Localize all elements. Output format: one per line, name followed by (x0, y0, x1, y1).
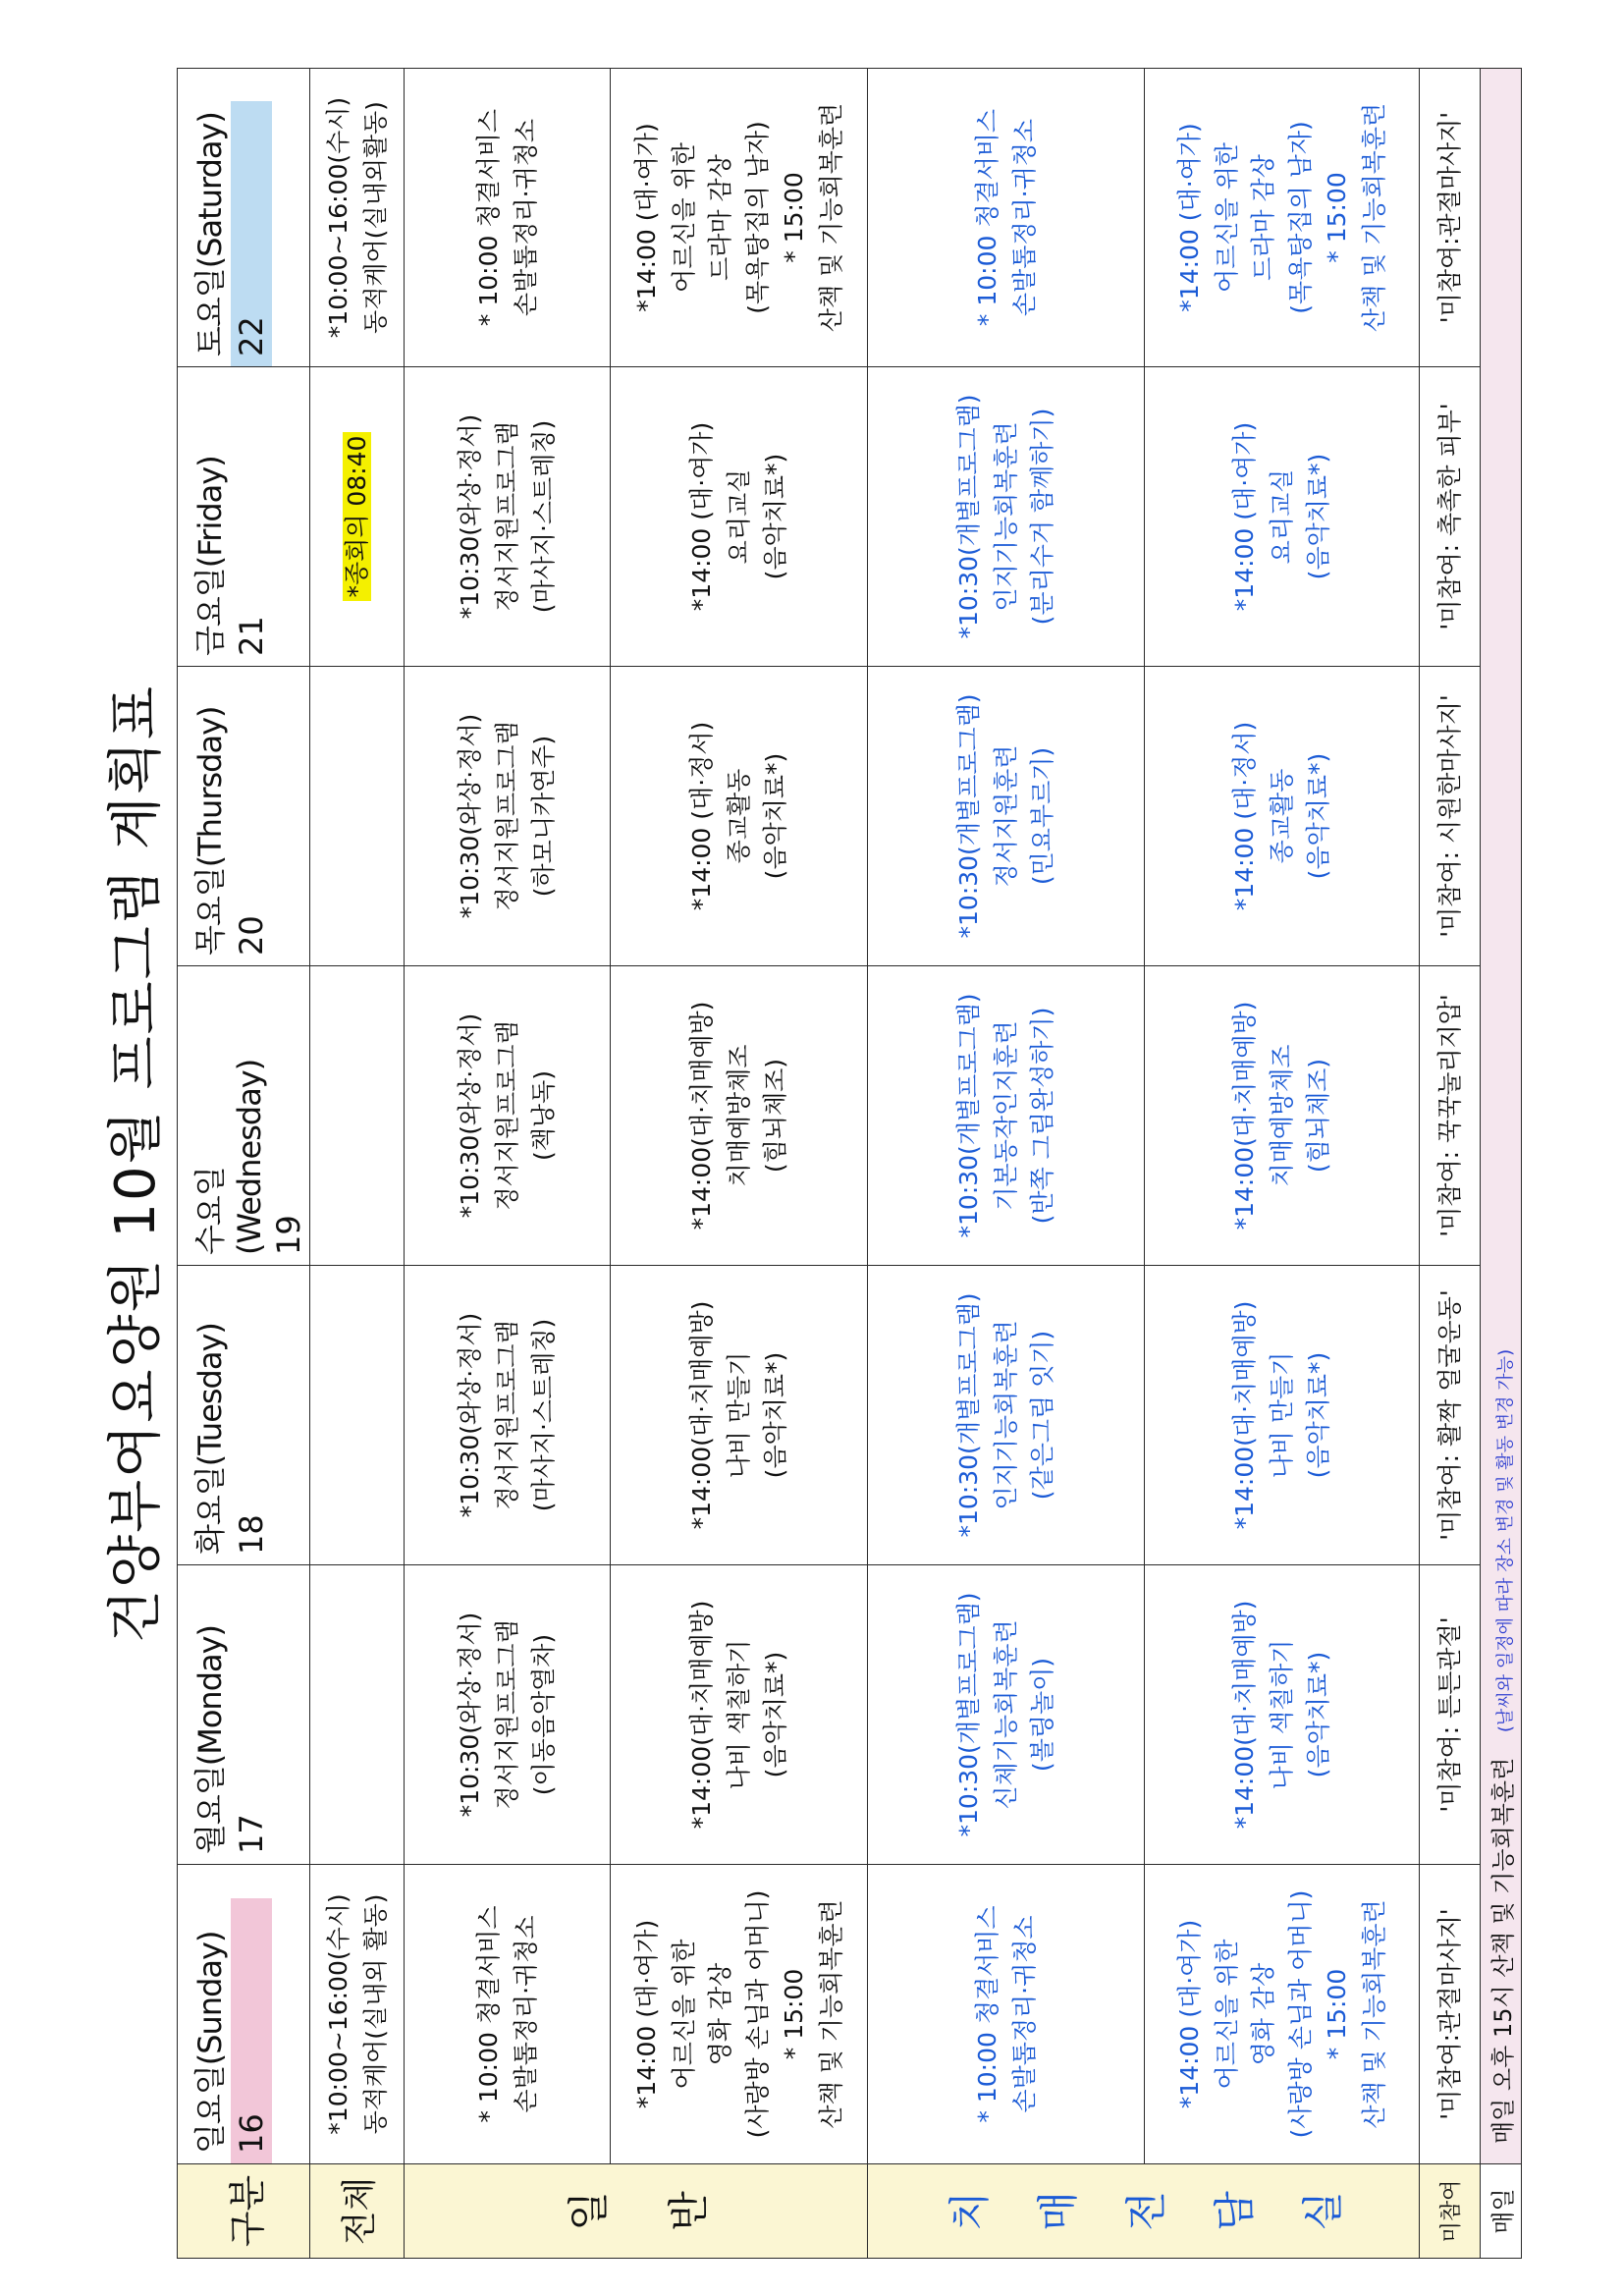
daily-note-cell (1481, 69, 1522, 2164)
cell-line: 동적케어(실내외활동) (360, 101, 390, 334)
nonparticipant-thu: '미참여: 시원한마사지' (1420, 667, 1481, 966)
dementia-pm-sat (1145, 69, 1420, 367)
general-am-sun (405, 1865, 611, 2164)
cell-line: *14:00 (대·여가) (687, 421, 717, 612)
general-pm-fri (611, 367, 868, 667)
day-header-wednesday (178, 966, 310, 1266)
all-tue-cell (310, 1266, 405, 1565)
day-date: 22 (231, 101, 272, 366)
cell-line: *10:30(개별프로그램) (954, 1292, 984, 1538)
dementia-am-fri (868, 367, 1145, 667)
cell-line: (이동음악열차) (529, 1633, 559, 1796)
category-nonparticipant: 미참여 (1420, 2164, 1481, 2259)
cell-line: *10:30(와상·정서) (456, 1312, 485, 1518)
day-date: 21 (233, 616, 270, 656)
general-pm-mon (611, 1565, 868, 1865)
category-char: 전 (1121, 2191, 1170, 2231)
dementia-am-mon (868, 1565, 1145, 1865)
all-mon-cell (310, 1565, 405, 1865)
general-am-thu (405, 667, 611, 966)
cell-line: 동적케어(실내외 활동) (360, 1893, 390, 2135)
general-am-tue (405, 1266, 611, 1565)
dementia-pm-mon (1145, 1565, 1420, 1865)
cell-line: 산책 및 기능회복훈련 (1359, 1899, 1388, 2129)
rotated-content (86, 69, 1540, 2259)
cell-line: *10:30(개별프로그램) (954, 1592, 984, 1837)
cell-line: *10:30(와상·정서) (456, 1012, 485, 1219)
cell-line: *14:00(대·치매예방) (687, 1300, 717, 1530)
general-pm-thu (611, 667, 868, 966)
cell-line: *14:00 (대·여가) (1230, 421, 1260, 612)
cell-line: 종교활동 (724, 768, 753, 864)
cell-line: (음악치료*) (1304, 1651, 1333, 1778)
all-fri-cell (310, 367, 405, 667)
cell-line: 영화 감상 (706, 1962, 734, 2066)
cell-line: (반쪽 그림완성하기) (1028, 1007, 1057, 1225)
category-header: 구분 (178, 2164, 310, 2259)
cell-line: (볼링놀이) (1028, 1657, 1057, 1773)
cell-line: 정서지원프로그램 (492, 1020, 521, 1211)
cell-line: 요리교실 (1267, 468, 1296, 565)
all-sat-cell (310, 69, 405, 367)
cell-line: * 15:00 (1323, 1968, 1351, 2060)
category-char: 담 (1210, 2191, 1259, 2231)
row-nonparticipant (1420, 69, 1481, 2259)
cell-line: * 10:00 청결서비스 (973, 1905, 1001, 2123)
dementia-am-sun (868, 1865, 1145, 2164)
cell-line: 어르신을 위한 (669, 142, 698, 293)
cell-line: * 10:00 청결서비스 (474, 1905, 503, 2123)
daily-text: 매일 오후 15시 산책 및 기능회복훈련 (1489, 1757, 1517, 2144)
cell-line: 영화 감상 (1249, 1962, 1277, 2066)
cell-line: *10:30(와상·정서) (456, 713, 485, 919)
all-thu-cell (310, 667, 405, 966)
category-all: 전체 (310, 2164, 405, 2259)
dementia-pm-fri (1145, 367, 1420, 667)
cell-line: *10:30(개별프로그램) (954, 394, 984, 639)
cell-line: *14:00 (대·정서) (687, 721, 717, 911)
cell-line: * 10:00 청결서비스 (973, 108, 1001, 327)
day-date: 19 (270, 1215, 307, 1255)
day-name: 수요일(Wednesday) (191, 1059, 268, 1255)
cell-line: *14:00 (대·여가) (1175, 1919, 1204, 2109)
dementia-pm-sun (1145, 1865, 1420, 2164)
cell-line: 어르신을 위한 (669, 1939, 698, 2090)
row-general-am (405, 69, 611, 2259)
category-char: 실 (1298, 2191, 1347, 2231)
general-am-fri (405, 367, 611, 667)
cell-line: 어르신을 위한 (1212, 1939, 1241, 2090)
category-char: 일 (564, 2191, 613, 2231)
cell-line: (음악치료*) (761, 1651, 790, 1778)
cell-line: 나비 만들기 (724, 1351, 753, 1479)
dementia-am-tue (868, 1266, 1145, 1565)
cell-line: 정서지원프로그램 (492, 1619, 521, 1810)
cell-line: 손발톱정리·귀청소 (511, 118, 540, 317)
cell-line: 나비 색칠하기 (1267, 1639, 1296, 1790)
staff-meeting-highlight: *종회의 08:40 (343, 432, 371, 602)
day-name: 목요일(Thursday) (191, 706, 229, 956)
row-general-pm (611, 69, 868, 2259)
row-all (310, 69, 405, 2259)
dementia-pm-thu (1145, 667, 1420, 966)
cell-line: (힘뇌체조) (761, 1058, 790, 1174)
cell-line: 드라마 감상 (706, 154, 734, 281)
cell-line: (사랑방 손님과 어머니) (1285, 1889, 1315, 2139)
general-pm-sun (611, 1865, 868, 2164)
category-char: 매 (1033, 2191, 1082, 2231)
cell-line: *10:00~16:00(수시) (324, 1893, 352, 2135)
day-date: 20 (233, 915, 270, 956)
cell-line: (목욕탕집의 남자) (742, 121, 772, 314)
cell-line: * 15:00 (780, 172, 808, 263)
day-header-thursday (178, 667, 310, 966)
cell-line: 기본동작인지훈련 (991, 1020, 1020, 1211)
day-header-monday (178, 1565, 310, 1865)
cell-line: (목욕탕집의 남자) (1285, 121, 1315, 314)
general-am-wed (405, 966, 611, 1266)
cell-line: (민요부르기) (1028, 746, 1057, 886)
cell-line: (마사지·스트레칭) (529, 419, 559, 614)
nonparticipant-sun: '미참여:관절마사지' (1420, 1865, 1481, 2164)
dementia-pm-wed (1145, 966, 1420, 1266)
category-char: 치 (945, 2191, 994, 2231)
cell-line: 나비 만들기 (1267, 1351, 1296, 1479)
cell-line: *14:00(대·치매예방) (1230, 1600, 1260, 1830)
cell-line: *14:00(대·치매예방) (687, 1600, 717, 1830)
day-date: 16 (231, 1898, 272, 2163)
category-daily: 매일 (1481, 2164, 1522, 2259)
day-name: 금요일(Friday) (191, 456, 229, 656)
dementia-am-sat (868, 69, 1145, 367)
cell-line: * 15:00 (1323, 172, 1351, 263)
general-pm-wed (611, 966, 868, 1266)
day-name: 일요일(Sunday) (191, 1931, 229, 2154)
day-header-friday (178, 367, 310, 667)
all-sun-cell (310, 1865, 405, 2164)
dementia-am-wed (868, 966, 1145, 1266)
cell-line: 나비 색칠하기 (724, 1639, 753, 1790)
general-am-sat (405, 69, 611, 367)
cell-line: *14:00 (대·여가) (632, 123, 661, 312)
cell-line: (음악치료*) (1304, 1351, 1333, 1479)
cell-line: (음악치료*) (1304, 453, 1333, 580)
general-pm-tue (611, 1266, 868, 1565)
cell-line: *14:00 (대·정서) (1230, 721, 1260, 911)
day-header-saturday (178, 69, 310, 367)
nonparticipant-fri: '미참여: 촉촉한 피부' (1420, 367, 1481, 667)
nonparticipant-wed: '미참여: 꾹꾹눌리지압' (1420, 966, 1481, 1266)
cell-line: (같은그림 잇기) (1028, 1330, 1057, 1501)
day-name: 토요일(Saturday) (191, 112, 229, 356)
cell-line: 요리교실 (724, 468, 753, 565)
cell-line: 드라마 감상 (1249, 154, 1277, 281)
dementia-pm-tue (1145, 1266, 1420, 1565)
cell-line: (음악치료*) (761, 752, 790, 880)
day-header-sunday (178, 1865, 310, 2164)
cell-line: (음악치료*) (1304, 752, 1333, 880)
cell-line: *14:00 (대·여가) (1175, 123, 1204, 312)
cell-line: 정서지원프로그램 (492, 421, 521, 612)
schedule-table (177, 68, 1522, 2259)
general-am-mon (405, 1565, 611, 1865)
cell-line: 정서지원훈련 (991, 744, 1020, 888)
cell-line: *14:00(대·치매예방) (1230, 1001, 1260, 1230)
daily-subnote: (날씨와 일정에 따라 장소 변경 및 활동 변경 가능) (1495, 1348, 1516, 1733)
cell-line: *14:00 (대·여가) (632, 1919, 661, 2109)
page-title: 건양부여요양원 10월 프로그램 계획표 (104, 683, 168, 1644)
cell-line: 손발톱정리·귀청소 (1009, 118, 1039, 317)
day-date: 17 (233, 1814, 270, 1854)
row-dementia-pm (1145, 69, 1420, 2259)
row-dementia-am (868, 69, 1145, 2259)
cell-line: (분리수거 함께하기) (1028, 408, 1057, 626)
dementia-am-thu (868, 667, 1145, 966)
day-date: 18 (233, 1514, 270, 1555)
cell-line: *14:00(대·치매예방) (1230, 1300, 1260, 1530)
cell-line: *10:30(와상·정서) (456, 1612, 485, 1818)
cell-line: * 10:00 청결서비스 (474, 108, 503, 327)
cell-line: *10:30(와상·정서) (456, 413, 485, 620)
cell-line: *14:00(대·치매예방) (687, 1001, 717, 1230)
header-row (178, 69, 310, 2259)
cell-line: 인지기능회복훈련 (991, 1320, 1020, 1510)
cell-line: (사랑방 손님과 어머니) (742, 1889, 772, 2139)
cell-line: * 15:00 (780, 1968, 808, 2060)
cell-line: 정서지원프로그램 (492, 1320, 521, 1510)
cell-line: 종교활동 (1267, 768, 1296, 864)
cell-line: 신체기능회복훈련 (991, 1619, 1020, 1810)
cell-line: *10:30(개별프로그램) (954, 693, 984, 939)
cell-line: 손발톱정리·귀청소 (1009, 1915, 1039, 2113)
cell-line: 인지기능회복훈련 (991, 421, 1020, 612)
cell-line: 어르신을 위한 (1212, 142, 1241, 293)
cell-line: 산책 및 기능회복훈련 (816, 102, 845, 333)
cell-line: 손발톱정리·귀청소 (511, 1915, 540, 2113)
category-general (405, 2164, 868, 2259)
day-header-tuesday (178, 1266, 310, 1565)
all-wed-cell (310, 966, 405, 1266)
cell-line: (힘뇌체조) (1304, 1058, 1333, 1174)
cell-line: *10:30(개별프로그램) (954, 993, 984, 1238)
cell-line: 산책 및 기능회복훈련 (816, 1899, 845, 2129)
cell-line: (하모니카연주) (529, 735, 559, 898)
cell-line: 정서지원프로그램 (492, 721, 521, 911)
nonparticipant-sat: '미참여:관절마사지' (1420, 69, 1481, 367)
category-dementia (868, 2164, 1420, 2259)
nonparticipant-mon: '미참여: 튼튼관절' (1420, 1565, 1481, 1865)
cell-line: (음악치료*) (761, 1351, 790, 1479)
nonparticipant-tue: '미참여: 활짝 얼굴운동' (1420, 1266, 1481, 1565)
cell-line: (책낭독) (529, 1070, 559, 1161)
row-daily (1481, 69, 1522, 2259)
cell-line: 치매예방체조 (1267, 1044, 1296, 1187)
day-name: 화요일(Tuesday) (191, 1323, 229, 1555)
cell-line: *10:00~16:00(수시) (324, 96, 352, 339)
cell-line: 산책 및 기능회복훈련 (1359, 102, 1388, 333)
cell-line: (음악치료*) (761, 453, 790, 580)
cell-line: (마사지·스트레칭) (529, 1318, 559, 1512)
general-pm-sat (611, 69, 868, 367)
cell-line: 치매예방체조 (724, 1044, 753, 1187)
category-char: 반 (664, 2191, 713, 2231)
day-name: 월요일(Monday) (191, 1624, 229, 1854)
